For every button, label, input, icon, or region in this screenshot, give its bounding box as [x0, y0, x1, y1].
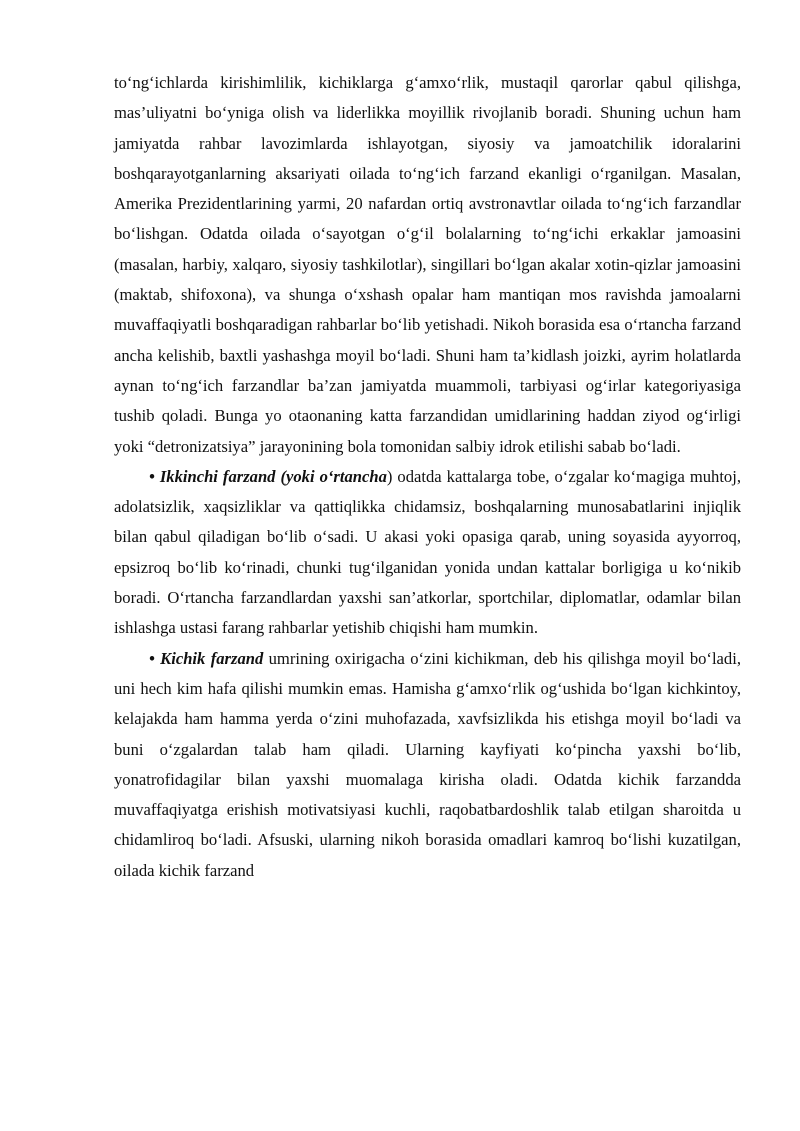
paragraph-text: umrining oxirigacha o‘zini kichikman, deb his qilishga moyil bo‘ladi, uni hech kim hafa qilishi mumkin emas. Hamisha g‘amxo‘rlik og‘ushida bo‘lgan kichkintoy, kelajakda ham hamma yerda o‘zini muhofazada, xavfsizlikda his etishga moyil bo‘ladi va buni o‘zgalardan talab ham qiladi. Ularning kayfiyati ko‘pincha yaxshi bo‘lib, yonatrofidagilar bilan yaxshi muomalaga kirisha oladi. Odatda kichik farzandda muvaffaqiyatga erishish motivatsiyasi kuchli, raqobatbardoshlik talab etilgan sharoitda u chidamliroq bo‘ladi. Afsuski, ularning nikoh borasida omadlari kamroq bo‘lishi kuzatilgan, oilada kichik farzand [114, 648, 741, 880]
paragraph-youngest-child [114, 644, 741, 886]
document-page [114, 68, 741, 886]
paragraph-lead: • Kichik farzand [149, 648, 264, 668]
paragraph-firstborn [114, 68, 741, 462]
paragraph-second-child [114, 462, 741, 644]
paragraph-lead: • Ikkinchi farzand (yoki o‘rtancha [149, 466, 387, 486]
paragraph-text: to‘ng‘ichlarda kirishimlilik, kichiklarga g‘amxo‘rlik, mustaqil qarorlar qabul qilishga, mas’uliyatni bo‘yniga olish va liderlikka moyillik rivojlanib boradi. Shuning uchun ham jamiyatda rahbar lavozimlarda ishlayotgan, siyosiy va jamoatchilik idoralarini boshqarayotganlarning aksariyati oilada to‘ng‘ich farzand ekanligi o‘rganilgan. Masalan, Amerika Prezidentlarining yarmi, 20 nafardan ortiq avstronavtlar oilada to‘ng‘ich farzandlar bo‘lishgan. Odatda oilada o‘sayotgan o‘g‘il bolalarning to‘ng‘ichi erkaklar jamoasini (masalan, harbiy, xalqaro, siyosiy tashkilotlar), singillari bo‘lgan akalar xotin-qizlar jamoasini (maktab, shifoxona), va shunga o‘xshash opalar ham mantiqan mos ravishda jamoalarni muvaffaqiyatli boshqaradigan rahbarlar bo‘lib yetishadi. Nikoh borasida esa o‘rtancha farzand ancha kelishib, baxtli yashashga moyil bo‘ladi. Shuni ham ta’kidlash joizki, ayrim holatlarda aynan to‘ng‘ich farzandlar ba’zan jamiyatda muammoli, tarbiyasi og‘irlar kategoriyasiga tushib qoladi. Bunga yo otaonaning katta farzandidan umidlarining haddan ziyod og‘irligi yoki “detronizatsiya” jarayonining bola tomonidan salbiy idrok etilishi sabab bo‘ladi. [114, 73, 741, 456]
paragraph-text: ) odatda kattalarga tobe, o‘zgalar ko‘magiga muhtoj, adolatsizlik, xaqsizliklar va qattiqlikka chidamsiz, boshqalarning munosabatlarini injiqlik bilan qabul qiladigan bo‘lib o‘sadi. U akasi yoki opasiga qarab, uning soyasida ayyorroq, epsizroq bo‘lib ko‘rinadi, chunki tug‘ilganidan yonida undan kattalar borligiga u ko‘nikib boradi. O‘rtancha farzandlardan yaxshi san’atkorlar, sportchilar, diplomatlar, odamlar bilan ishlashga ustasi farang rahbarlar yetishib chiqishi ham mumkin. [114, 466, 741, 638]
